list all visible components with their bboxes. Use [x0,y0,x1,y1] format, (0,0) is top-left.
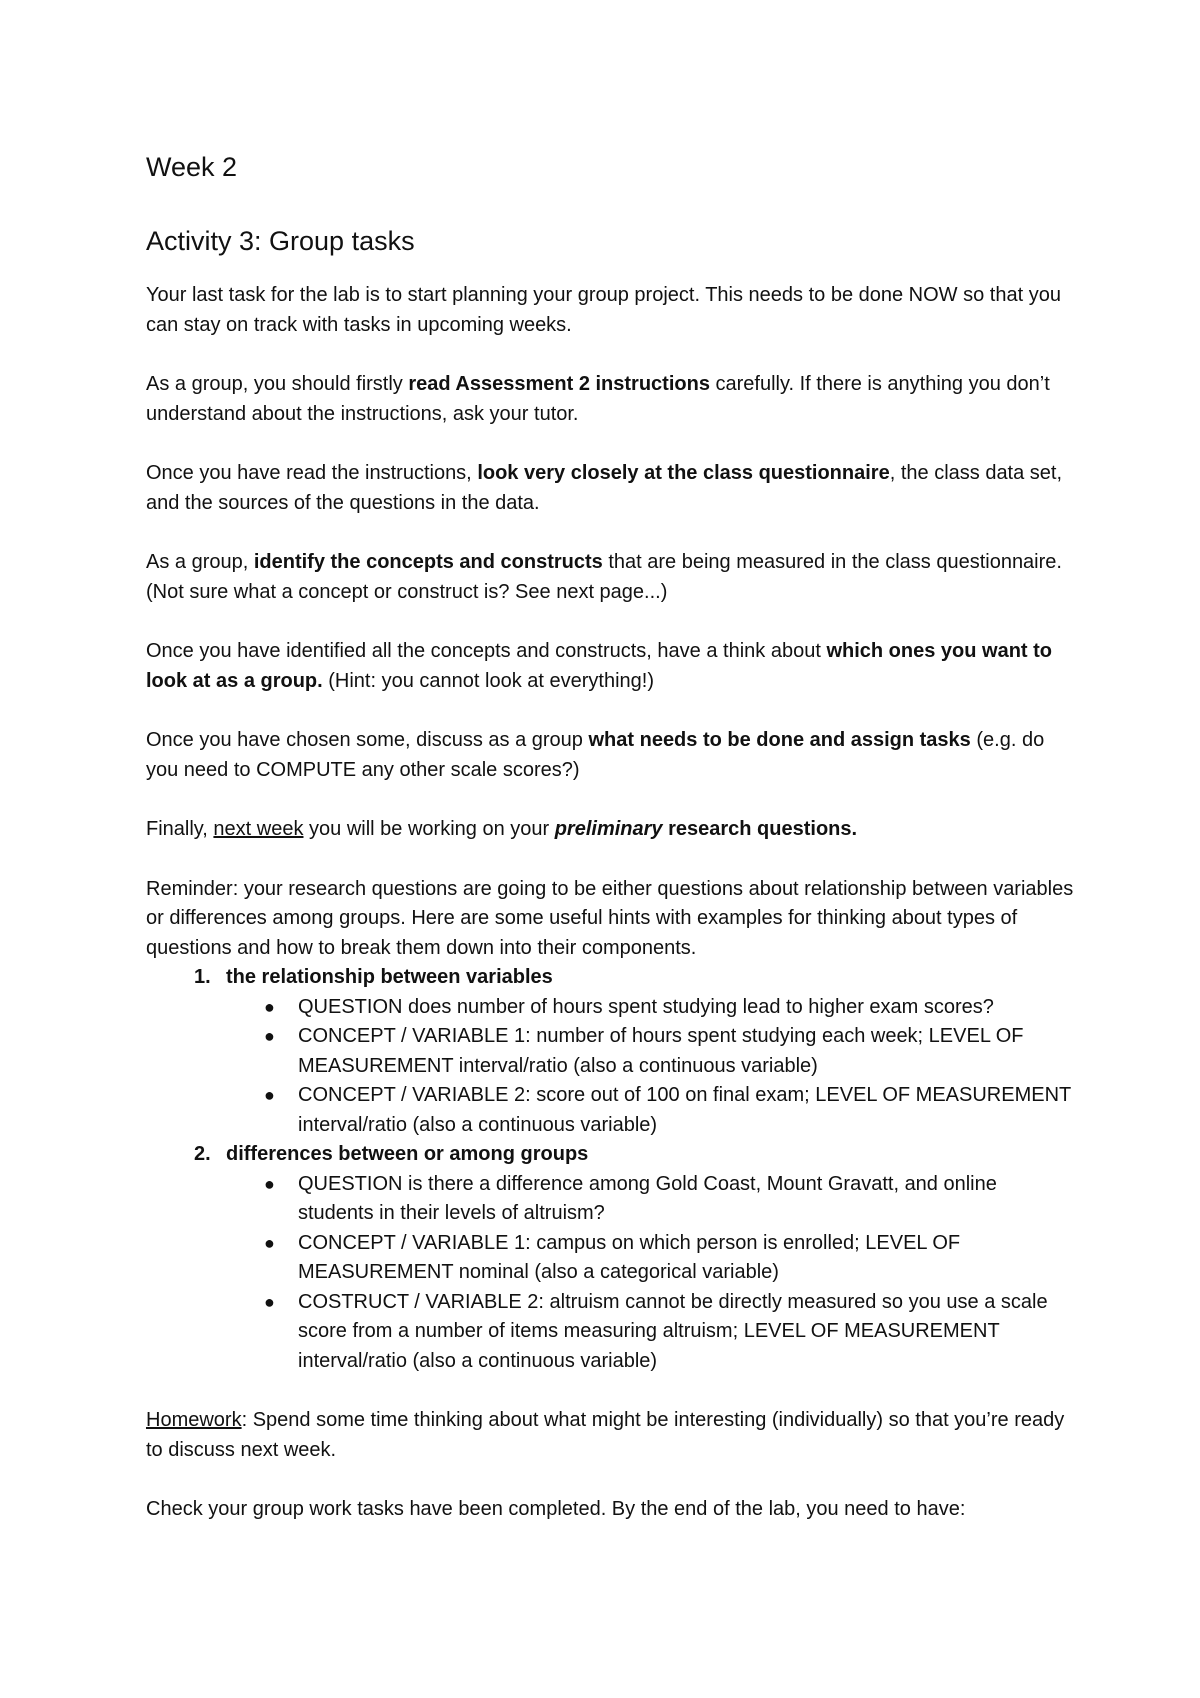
activity-title: Activity 3: Group tasks [146,226,415,256]
finally-paragraph [146,815,1076,845]
list-heading-relationship: the relationship between variables [226,966,553,988]
bullet-text: COSTRUCT / VARIABLE 2: altruism cannot be directly measured so you use a scale score from a number of items measuring altruism; LEVEL OF MEASUREMENT interval/ratio (also a continuous variable) [298,1290,1048,1372]
finally-text-a: Finally, [146,818,214,840]
bullet-text: CONCEPT / VARIABLE 2: score out of 100 on final exam; LEVEL OF MEASUREMENT interval/ratio (also a continuous variable) [298,1084,1071,1136]
questionnaire-emphasis: look very closely at the class questionnaire [477,462,890,484]
questionnaire-text-c: , the class data set, and the sources of the questions in the data. [146,462,1063,514]
list-item-differences [194,1140,1076,1376]
check-paragraph: Check your group work tasks have been completed. By the end of the lab, you need to have: [146,1498,966,1520]
list-heading-differences: differences between or among groups [226,1143,589,1165]
tasks-text-c: (e.g. do you need to COMPUTE any other scale scores?) [146,729,1045,781]
choose-emphasis: which ones you want to look at as a group. [146,640,1053,692]
choose-paragraph [146,637,1076,696]
document-body [146,150,1076,1555]
bullet-text: CONCEPT / VARIABLE 1: campus on which person is enrolled; LEVEL OF MEASUREMENT nominal (also a categorical variable) [298,1231,961,1283]
intro-paragraph: Your last task for the lab is to start planning your group project. This needs to be done NOW so that you can stay on track with tasks in upcoming weeks. [146,284,1061,336]
bullet-item [264,1288,1076,1377]
relationship-bullets [226,993,1076,1141]
tasks-emphasis: what needs to be done and assign tasks [588,729,971,751]
question-types-list [146,963,1076,1376]
list-number: 2. [194,1143,211,1165]
bullet-icon: ● [264,1173,275,1194]
preliminary-emphasis: preliminary [554,818,663,840]
concepts-text-a: As a group, [146,551,254,573]
bullet-icon: ● [264,1026,275,1046]
finally-text-c: you will be working on your [303,818,555,840]
research-questions-emphasis: research questions. [662,818,858,840]
bullet-item [264,993,1076,1023]
list-item-relationship [194,963,1076,1140]
differences-bullets [226,1170,1076,1377]
assessment-paragraph [146,370,1076,429]
bullet-item [264,1022,1076,1081]
homework-label: Homework [146,1409,242,1431]
list-number: 1. [194,966,211,988]
bullet-icon: ● [264,1291,275,1312]
bullet-icon: ● [264,996,275,1017]
next-week-underlined: next week [213,818,304,840]
bullet-item [264,1170,1076,1229]
reminder-paragraph: Reminder: your research questions are going to be either questions about relationship between variables or differences among groups. Here are some useful hints with examples for thinking about types of questions and how to break them down into their components. [146,877,1074,959]
bullet-text: QUESTION does number of hours spent studying lead to higher exam scores? [298,995,994,1018]
assessment-text-c: carefully. If there is anything you don’t understand about the instructions, ask your tutor. [146,373,1050,425]
choose-text-a: Once you have identified all the concepts and constructs, have a think about [146,640,827,662]
questionnaire-text-a: Once you have read the instructions, [146,462,478,484]
concepts-paragraph [146,548,1076,607]
concepts-emphasis: identify the concepts and constructs [253,551,603,573]
bullet-item [264,1229,1076,1288]
bullet-text: CONCEPT / VARIABLE 1: number of hours spent studying each week; LEVEL OF MEASUREMENT interval/ratio (also a continuous variable) [298,1025,1024,1077]
bullet-icon: ● [264,1085,275,1105]
choose-text-c: (Hint: you cannot look at everything!) [322,669,654,692]
questionnaire-paragraph [146,459,1076,518]
assessment-text-a: As a group, you should firstly [146,373,409,395]
homework-text: : Spend some time thinking about what might be interesting (individually) so that you’re ready to discuss next week. [146,1409,1065,1461]
bullet-text: QUESTION is there a difference among Gold Coast, Mount Gravatt, and online students in their levels of altruism? [298,1172,997,1224]
homework-paragraph [146,1406,1076,1465]
tasks-paragraph [146,726,1076,785]
week-title: Week 2 [146,152,238,182]
bullet-item [264,1081,1076,1140]
assessment-emphasis: read Assessment 2 instructions [408,373,710,395]
tasks-text-a: Once you have chosen some, discuss as a group [146,729,589,751]
bullet-icon: ● [264,1232,275,1253]
concepts-text-c: that are being measured in the class questionnaire. (Not sure what a concept or construct is? See next page...) [146,551,1062,603]
